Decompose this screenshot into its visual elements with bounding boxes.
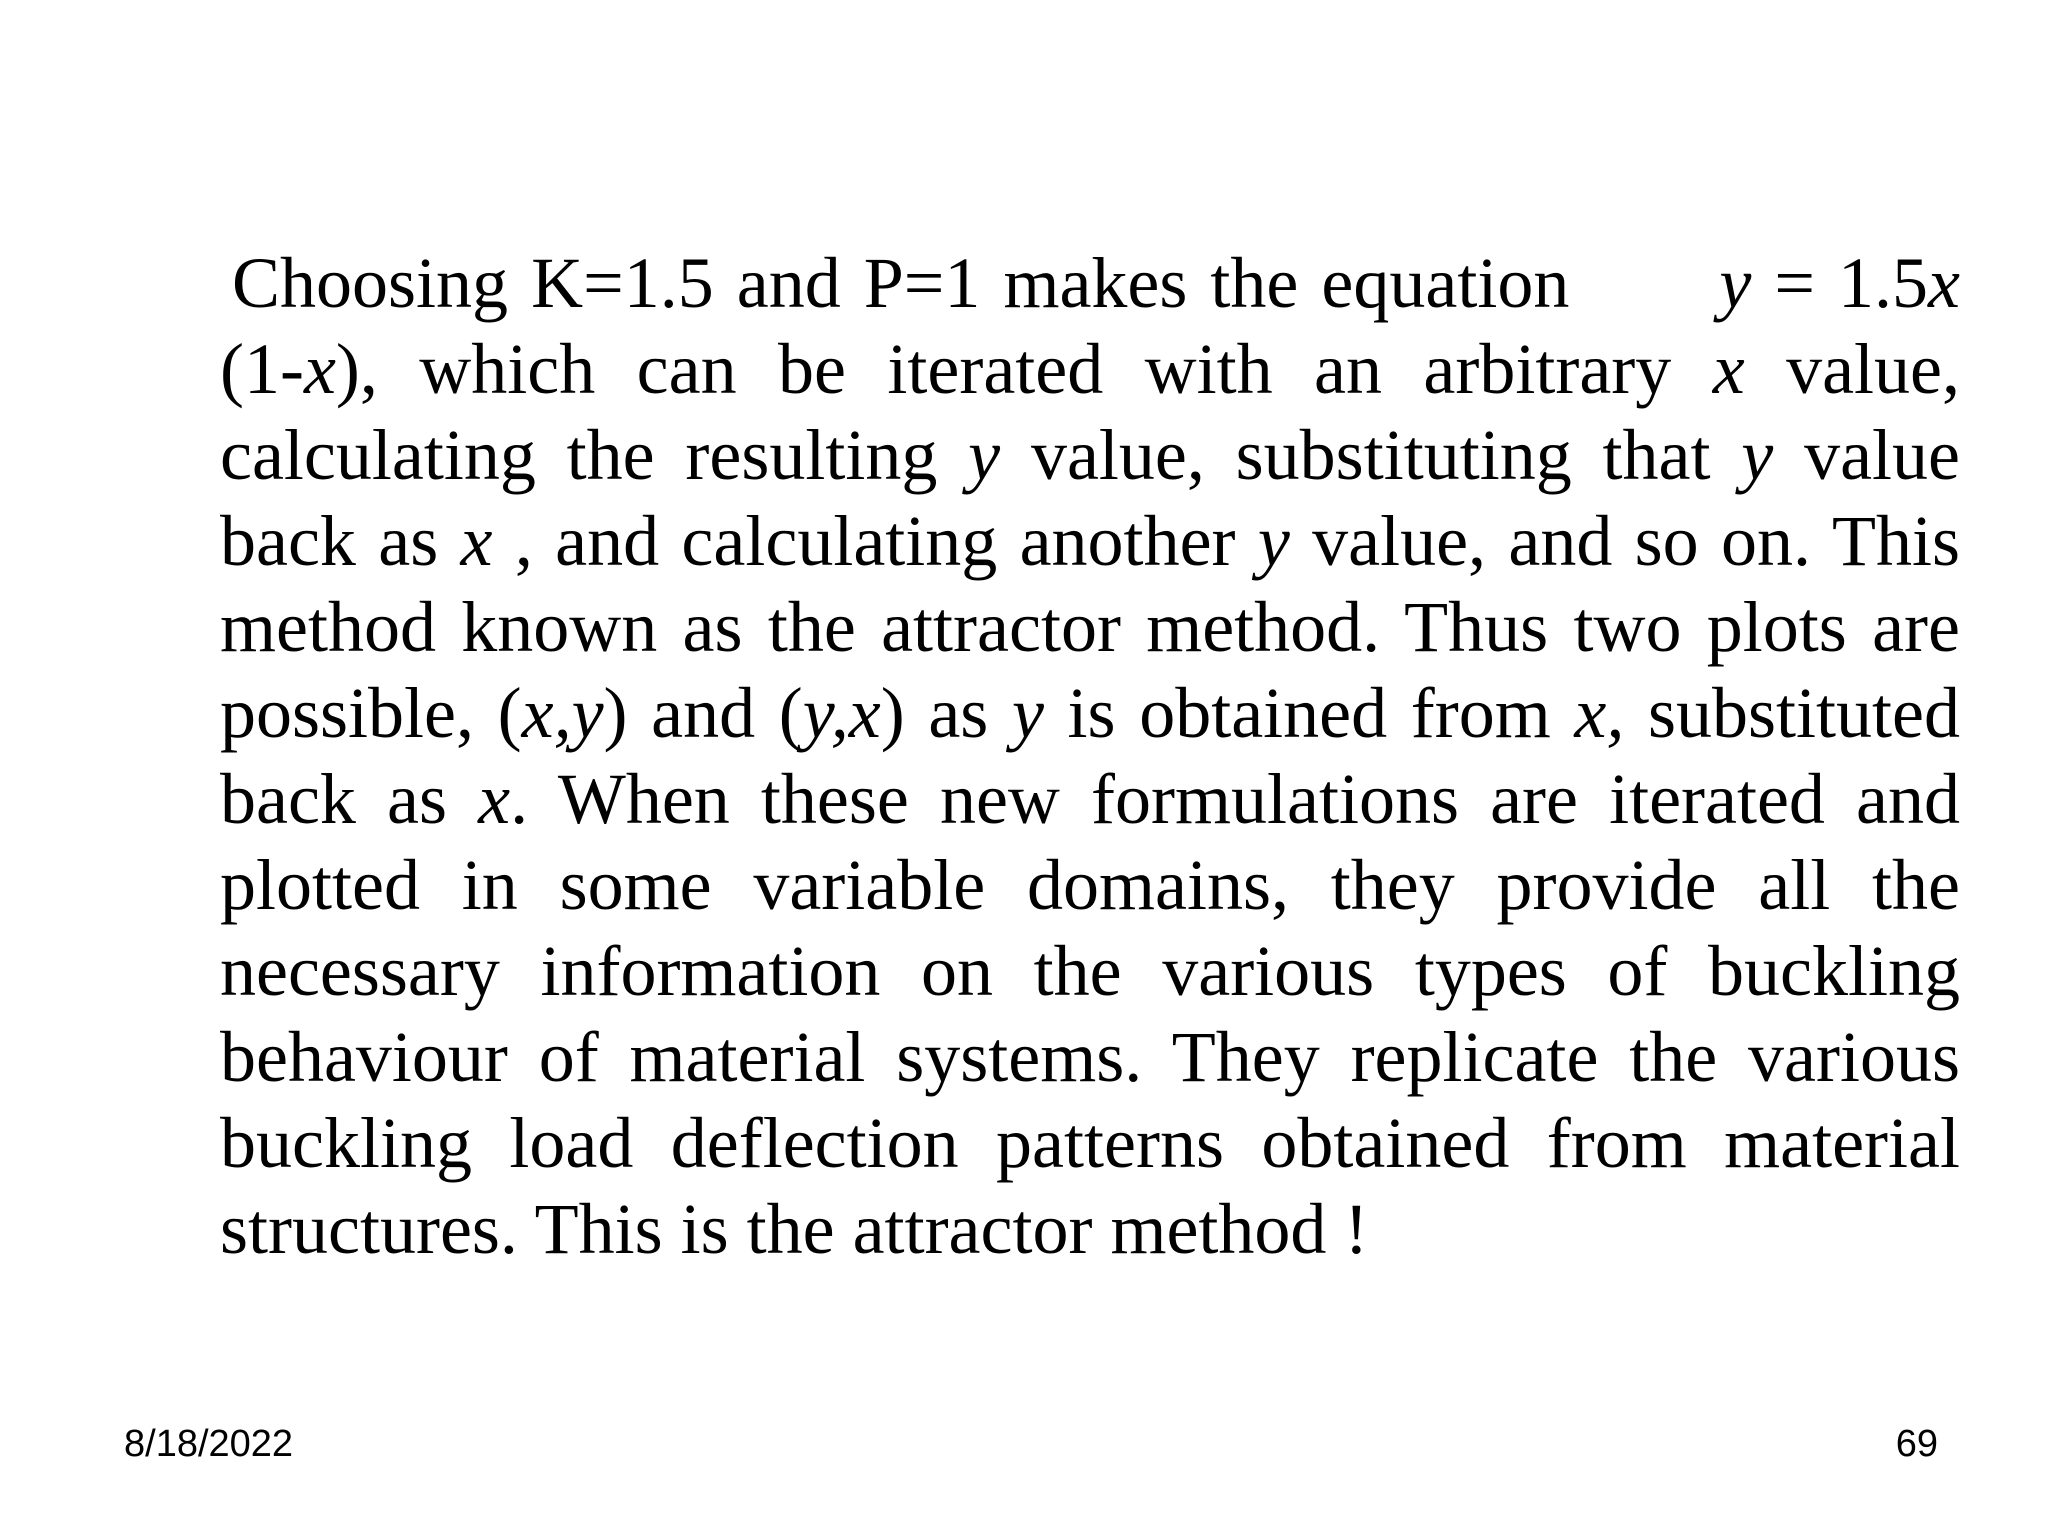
var-y: y [1011, 673, 1044, 753]
slide-body-text [220, 240, 1960, 1272]
text-run: value, and so on. This method known as the attractor method. Thus two plots are possible, ( [220, 501, 1961, 753]
equation-text: = 1.5 [1751, 243, 1929, 323]
equation-var-x: x [1928, 243, 1960, 323]
text-run: ) as [880, 673, 1012, 753]
text-run: ), which can be iterated with an arbitrary [335, 329, 1713, 409]
text-run: is obtained from [1043, 673, 1575, 753]
text-run: value, calculating the resulting [220, 329, 1961, 495]
text-run: (1- [220, 329, 304, 409]
var-x: x, [1574, 673, 1625, 753]
text-run: ) and ( [603, 673, 803, 753]
footer-page-number: 69 [1895, 1423, 1938, 1465]
text-run: Choosing K=1.5 and P=1 makes the equation [232, 243, 1570, 323]
footer-date: 8/18/2022 [124, 1423, 294, 1465]
var-yx: y,x [802, 673, 881, 753]
var-y: y [1741, 415, 1774, 495]
var-x: x [1712, 329, 1745, 409]
text-run: , and calculating another [492, 501, 1258, 581]
text-run: value, substituting that [1000, 415, 1742, 495]
text-run: . When these new formulations are iterated and plotted in some variable domains, they provide all the necessary information on the various types of buckling behaviour of material systems. They replicate the various buckling load deflection patterns obtained from material structures. This is the attractor method ! [220, 759, 1960, 1269]
equation-var-y: y [1719, 243, 1752, 323]
var-y: y [968, 415, 1001, 495]
var-y: y [1257, 501, 1290, 581]
text-run: value back as [220, 415, 1960, 581]
var-x: x [303, 329, 336, 409]
text-run: substituted back as [220, 673, 1960, 839]
var-x: x [478, 759, 511, 839]
var-xy: x,y [521, 673, 604, 753]
var-x: x [460, 501, 493, 581]
